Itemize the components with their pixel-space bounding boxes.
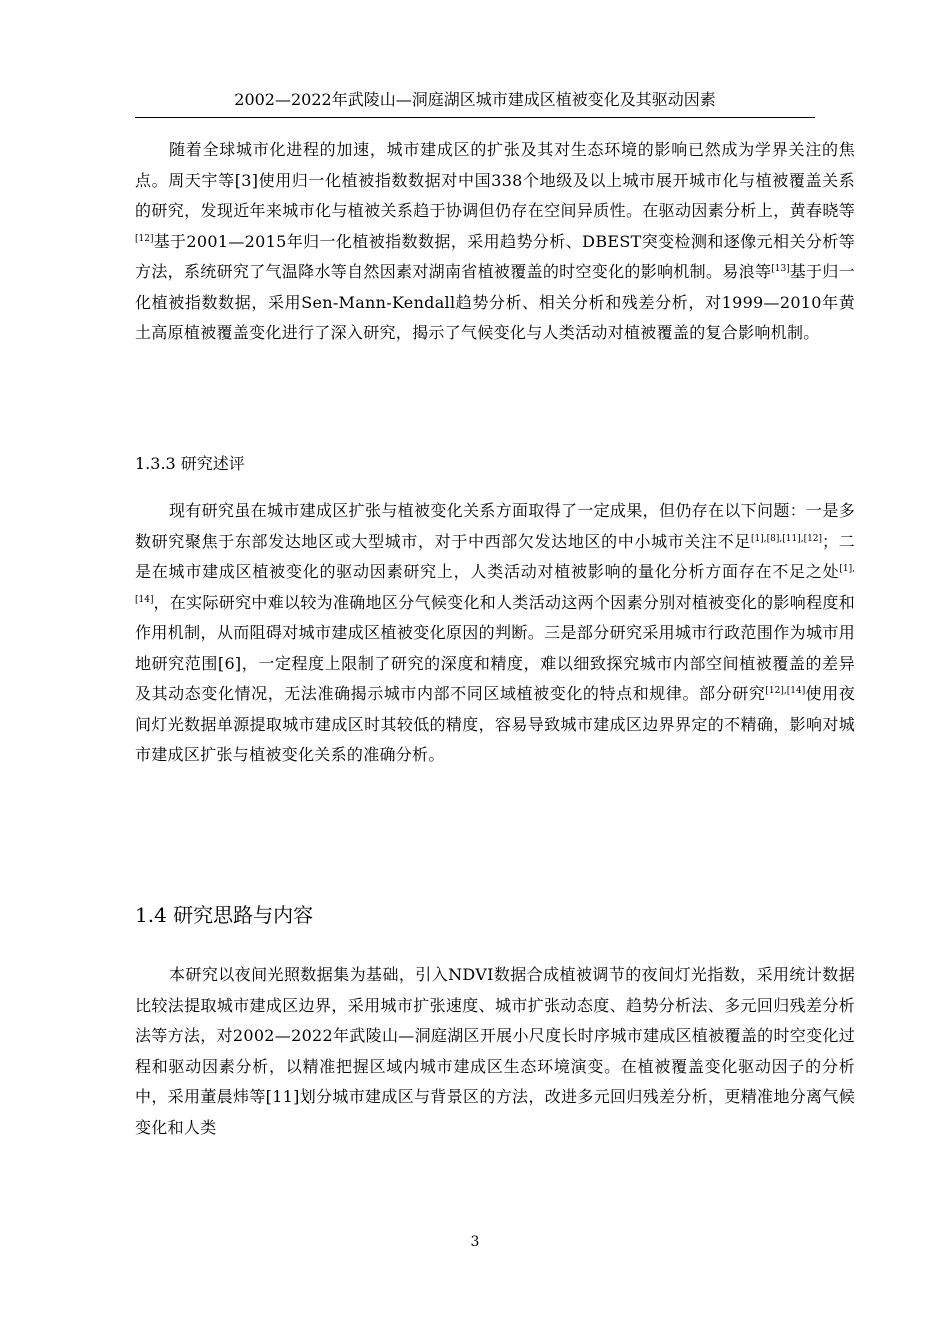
paragraph-text: ；二是在城市建成区植被变化的驱动因素研究上，人类活动对植被影响的量化分析方面存在不足之处	[135, 531, 855, 581]
paragraph-research-review	[135, 496, 855, 771]
paragraph-text: 现有研究虽在城市建成区扩张与植被变化关系方面取得了一定成果，但仍存在以下问题：一是多数研究聚焦于东部发达地区或大型城市，对于中西部欠发达地区的中小城市关注不足	[135, 501, 855, 551]
citation-ref: [13]	[771, 264, 790, 274]
paragraph-text: 使用夜间灯光数据单源提取城市建成区时其较低的精度，容易导致城市建成区边界界定的不精确，影响对城市建成区扩张与植被变化关系的准确分析。	[135, 684, 856, 764]
section-heading-1-3-3: 1.3.3 研究述评	[135, 454, 245, 473]
section-heading-1-4: 1.4 研究思路与内容	[135, 903, 314, 927]
paragraph-related-research	[135, 135, 855, 349]
citation-ref: [1],[8],[11],[12]	[751, 533, 823, 544]
running-header: 2002—2022年武陵山—洞庭湖区城市建成区植被变化及其驱动因素	[234, 90, 716, 109]
header-rule	[135, 117, 815, 118]
paragraph-text: 基于归一化植被指数数据，采用Sen-Mann-Kendall趋势分析、相关分析和残差分析，对1999—2010年黄土高原植被覆盖变化进行了深入研究，揭示了气候变化与人类活动对植被覆盖的复合影响机制。	[135, 262, 856, 342]
citation-ref: [12]	[135, 233, 154, 244]
paragraph-text: ，在实际研究中难以较为准确地区分气候变化和人类活动这两个因素分别对植被变化的影响程度和作用机制，从而阻碍对城市建成区植被变化原因的判断。三是部分研究采用城市行政范围作为城市用地研究范围[6]，一定程度上限制了研究的深度和精度，难以细致探究城市内部空间植被覆盖的差异及其动态变化情况，无法准确揭示城市内部不同区域植被变化的特点和规律。部分研究	[135, 592, 855, 703]
citation-ref: [12],[14]	[765, 686, 806, 696]
citation-ref: [1],[14]	[135, 564, 855, 605]
paragraph-research-approach: 本研究以夜间光照数据集为基础，引入NDVI数据合成植被调节的夜间灯光指数，采用统计数据比较法提取城市建成区边界，采用城市扩张速度、城市扩张动态度、趋势分析法、多元回归残差分析法等方法，对2002—2022年武陵山—洞庭湖区开展小尺度长时序城市建成区植被覆盖的时空变化过程和驱动因素分析，以精准把握区域内城市建成区生态环境演变。在植被覆盖变化驱动因子的分析中，采用董晨炜等[11]划分城市建成区与背景区的方法，改进多元回归残差分析，更精准地分离气候变化和人类	[135, 965, 855, 1137]
page-number: 3	[470, 1234, 480, 1250]
paragraph-text: 随着全球城市化进程的加速，城市建成区的扩张及其对生态环境的影响已然成为学界关注的焦点。周天宇等[3]使用归一化植被指数数据对中国338个地级及以上城市展开城市化与植被覆盖关系的研究，发现近年来城市化与植被关系趋于协调但仍存在空间异质性。在驱动因素分析上，黄春晓等	[135, 140, 855, 220]
paragraph-text: 基于2001—2015年归一化植被指数数据，采用趋势分析、DBEST突变检测和逐像元相关分析等方法，系统研究了气温降水等自然因素对湖南省植被覆盖的时空变化的影响机制。易浪等	[135, 231, 855, 281]
